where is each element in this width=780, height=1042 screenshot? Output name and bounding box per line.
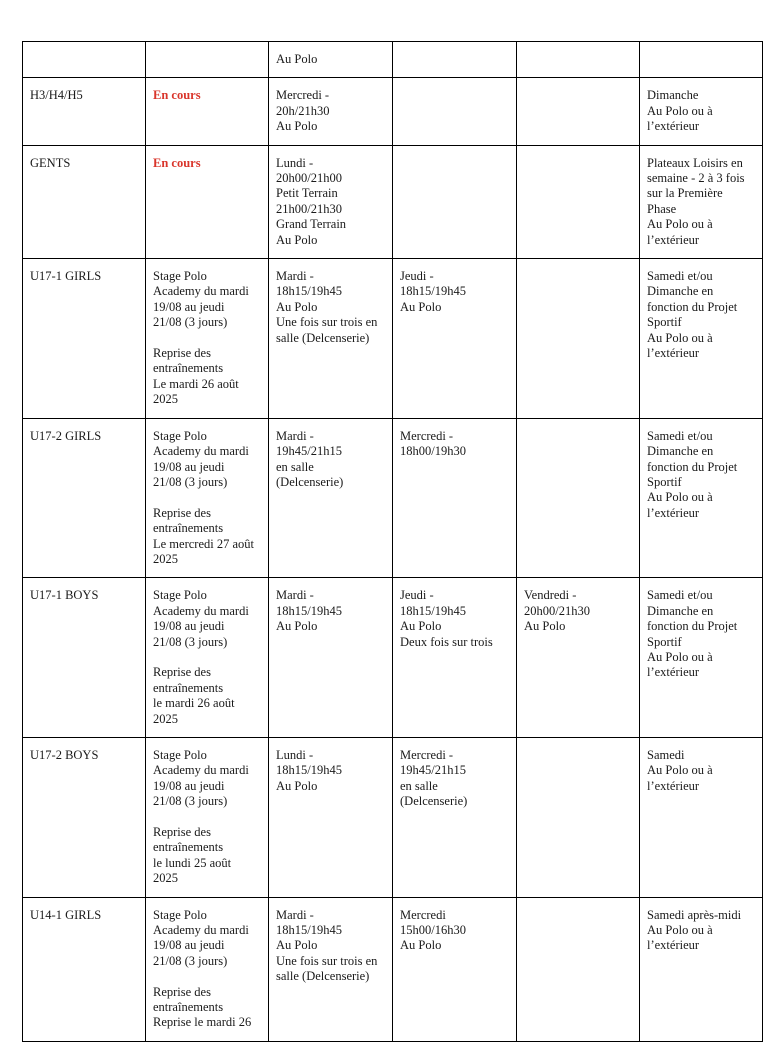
weekend-cell (640, 737, 763, 897)
session-line: Au Polo ou à (647, 330, 713, 345)
session-line: 18h00/19h30 (400, 444, 466, 459)
stage-line: Academy du mardi (153, 923, 249, 938)
reprise-line: 2025 (153, 551, 178, 566)
session-line: 18h15/19h45 (276, 284, 342, 299)
session-line: Samedi et/ou (647, 588, 713, 603)
session-line: Au Polo ou à (647, 923, 713, 938)
session-line: Au Polo ou à (647, 649, 713, 664)
session-line: Au Polo (400, 938, 442, 953)
session-line: Au Polo (276, 778, 318, 793)
reprise-line: Reprise des (153, 505, 211, 520)
session-line: Au Polo (276, 299, 318, 314)
status-cell (146, 737, 269, 897)
session-line: Au Polo (400, 619, 442, 634)
session-line: salle (Delcenserie) (276, 330, 370, 345)
session-line: 18h15/19h45 (276, 923, 342, 938)
team-name: U14-1 GIRLS (30, 907, 102, 922)
session-cell (393, 578, 517, 738)
reprise-line: Reprise le mardi 26 (153, 1015, 252, 1030)
session-cell (269, 259, 393, 419)
status-cell (146, 78, 269, 145)
session-line: Phase (647, 201, 677, 216)
session-line: Dimanche (647, 88, 699, 103)
spacer (153, 490, 262, 505)
status-badge: En cours (153, 155, 201, 170)
stage-line: 19/08 au jeudi (153, 778, 225, 793)
reprise-line: le mardi 26 août (153, 696, 235, 711)
stage-line: 21/08 (3 jours) (153, 634, 228, 649)
training-schedule-table (22, 41, 763, 1042)
session-line: Lundi - (276, 155, 314, 170)
reprise-line: Le mercredi 27 août (153, 536, 254, 551)
session-line: l’extérieur (647, 346, 700, 361)
team-cell (23, 42, 146, 78)
session-line: Lundi - (276, 747, 314, 762)
session-line: Au Polo (276, 938, 318, 953)
session-line: salle (Delcenserie) (276, 969, 370, 984)
reprise-line: entraînements (153, 1000, 224, 1015)
session-cell (269, 578, 393, 738)
team-name: U17-2 GIRLS (30, 428, 102, 443)
session-line: Samedi après-midi (647, 907, 742, 922)
table-row (23, 737, 763, 897)
session-line: 15h00/16h30 (400, 923, 466, 938)
reprise-line: le lundi 25 août (153, 855, 232, 870)
weekend-cell (640, 259, 763, 419)
team-cell (23, 259, 146, 419)
status-cell (146, 42, 269, 78)
table-row (23, 145, 763, 258)
session-line: l’extérieur (647, 232, 700, 247)
session-line: Mercredi - (276, 88, 330, 103)
session-cell (517, 259, 640, 419)
stage-line: Stage Polo (153, 428, 207, 443)
weekend-cell (640, 78, 763, 145)
team-cell (23, 78, 146, 145)
status-badge: En cours (153, 88, 201, 103)
session-line: Au Polo (400, 299, 442, 314)
status-cell (146, 259, 269, 419)
session-line: 21h00/21h30 (276, 201, 342, 216)
session-line: Sportif (647, 474, 682, 489)
session-line: 18h15/19h45 (276, 763, 342, 778)
reprise-line: Reprise des (153, 984, 211, 999)
session-line: 18h15/19h45 (400, 284, 466, 299)
reprise-line: 2025 (153, 711, 178, 726)
session-cell (517, 737, 640, 897)
session-cell (393, 737, 517, 897)
reprise-line: Reprise des (153, 825, 211, 839)
table-row (23, 418, 763, 578)
session-line: Samedi et/ou (647, 428, 713, 443)
session-cell (269, 42, 393, 78)
session-line: Au Polo ou à (647, 490, 713, 505)
table-row (23, 42, 763, 78)
stage-line: Stage Polo (153, 588, 207, 603)
status-cell (146, 145, 269, 258)
team-cell (23, 737, 146, 897)
session-line: Une fois sur trois en (276, 315, 378, 330)
session-line: 18h15/19h45 (400, 603, 466, 618)
session-cell (517, 42, 640, 78)
table-row (23, 897, 763, 1041)
session-cell (393, 897, 517, 1041)
spacer (153, 331, 262, 346)
session-line: Dimanche en (647, 284, 714, 299)
session-cell (393, 259, 517, 419)
stage-line: Stage Polo (153, 907, 207, 922)
session-line: Jeudi - (400, 588, 434, 603)
weekend-cell (640, 897, 763, 1041)
stage-line: Academy du mardi (153, 763, 249, 778)
session-line: sur la Première (647, 186, 723, 201)
session-line: Au Polo (276, 232, 318, 247)
session-cell (393, 42, 517, 78)
session-line: Au Polo (276, 619, 318, 634)
session-line: Mercredi (400, 907, 446, 922)
session-line: 20h00/21h30 (524, 603, 590, 618)
session-cell (517, 897, 640, 1041)
session-cell (269, 737, 393, 897)
session-cell (269, 145, 393, 258)
session-line: Dimanche en (647, 444, 714, 459)
session-cell (517, 145, 640, 258)
session-line: fonction du Projet (647, 299, 738, 314)
session-line: Grand Terrain (276, 217, 347, 232)
stage-line: Academy du mardi (153, 444, 249, 459)
stage-line: 19/08 au jeudi (153, 938, 225, 953)
session-line: en salle (276, 459, 314, 474)
table-row (23, 578, 763, 738)
session-line: Au Polo ou à (647, 217, 713, 232)
session-cell (393, 78, 517, 145)
weekend-cell (640, 578, 763, 738)
weekend-cell (640, 418, 763, 578)
session-line: l’extérieur (647, 505, 700, 520)
stage-line: 19/08 au jeudi (153, 619, 225, 634)
reprise-line: entraînements (153, 521, 224, 536)
stage-line: 21/08 (3 jours) (153, 474, 228, 489)
stage-line: Stage Polo (153, 747, 207, 762)
spacer (153, 650, 262, 665)
session-line: (Delcenserie) (400, 794, 468, 809)
session-line: Sportif (647, 315, 682, 330)
reprise-line: 2025 (153, 871, 178, 886)
team-cell (23, 145, 146, 258)
session-line: 19h45/21h15 (276, 444, 342, 459)
session-line: 20h/21h30 (276, 103, 330, 118)
session-line: Sportif (647, 634, 682, 649)
session-line: Au Polo ou à (647, 103, 713, 118)
session-cell (517, 578, 640, 738)
session-cell (517, 418, 640, 578)
reprise-line: entraînements (153, 680, 224, 695)
session-line: 19h45/21h15 (400, 763, 466, 778)
stage-line: Stage Polo (153, 269, 207, 284)
session-line: semaine - 2 à 3 fois (647, 171, 745, 186)
session-cell (517, 78, 640, 145)
table-row (23, 78, 763, 145)
stage-line: Academy du mardi (153, 603, 249, 618)
session-cell (269, 418, 393, 578)
session-line: Dimanche en (647, 603, 714, 618)
session-line: l’extérieur (647, 938, 700, 953)
status-cell (146, 578, 269, 738)
session-cell (269, 78, 393, 145)
reprise-line: Reprise des (153, 665, 211, 680)
team-name: GENTS (30, 155, 71, 170)
team-name: U17-2 BOYS (30, 747, 99, 762)
session-line: Mardi - (276, 588, 314, 603)
session-line: fonction du Projet (647, 459, 738, 474)
session-line: Vendredi - (524, 588, 577, 603)
team-cell (23, 418, 146, 578)
session-line: Mercredi - (400, 428, 454, 443)
session-line: Une fois sur trois en (276, 953, 378, 968)
session-line: Petit Terrain (276, 186, 338, 201)
session-line: en salle (400, 778, 438, 793)
session-line: l’extérieur (647, 778, 700, 793)
session-line: 18h15/19h45 (276, 603, 342, 618)
status-cell (146, 897, 269, 1041)
session-line: Plateaux Loisirs en (647, 155, 743, 170)
schedule-body (23, 42, 763, 1042)
session-line: Au Polo (276, 119, 318, 134)
session-line: l’extérieur (647, 665, 700, 680)
session-line: Jeudi - (400, 269, 434, 284)
session-cell (269, 897, 393, 1041)
reprise-line: 2025 (153, 392, 178, 407)
weekend-cell (640, 145, 763, 258)
session-line: fonction du Projet (647, 619, 738, 634)
weekend-cell (640, 42, 763, 78)
team-name: H3/H4/H5 (30, 88, 83, 103)
team-cell (23, 897, 146, 1041)
session-line: Deux fois sur trois (400, 634, 493, 649)
session-line: Au Polo (276, 52, 318, 66)
session-line: Samedi et/ou (647, 269, 713, 284)
reprise-line: entraînements (153, 840, 224, 855)
session-line: Samedi (647, 747, 685, 762)
stage-line: 21/08 (3 jours) (153, 794, 228, 809)
status-cell (146, 418, 269, 578)
reprise-line: entraînements (153, 361, 224, 376)
session-line: Mardi - (276, 269, 314, 284)
stage-line: 19/08 au jeudi (153, 299, 225, 314)
session-line: Mercredi - (400, 747, 454, 762)
spacer (153, 969, 262, 984)
session-line: Mardi - (276, 428, 314, 443)
session-line: 20h00/21h00 (276, 171, 342, 186)
team-name: U17-1 BOYS (30, 588, 99, 603)
stage-line: 21/08 (3 jours) (153, 953, 228, 968)
stage-line: Academy du mardi (153, 284, 249, 299)
team-name: U17-1 GIRLS (30, 269, 102, 284)
table-row (23, 259, 763, 419)
session-line: l’extérieur (647, 119, 700, 134)
session-line: Mardi - (276, 907, 314, 922)
reprise-line: Reprise des (153, 346, 211, 361)
session-line: Au Polo (524, 619, 566, 634)
session-cell (393, 418, 517, 578)
session-cell (393, 145, 517, 258)
reprise-line: Le mardi 26 août (153, 376, 239, 391)
stage-line: 21/08 (3 jours) (153, 315, 228, 330)
session-line: (Delcenserie) (276, 474, 344, 489)
session-line: Au Polo ou à (647, 763, 713, 778)
stage-line: 19/08 au jeudi (153, 459, 225, 474)
spacer (153, 810, 262, 825)
team-cell (23, 578, 146, 738)
